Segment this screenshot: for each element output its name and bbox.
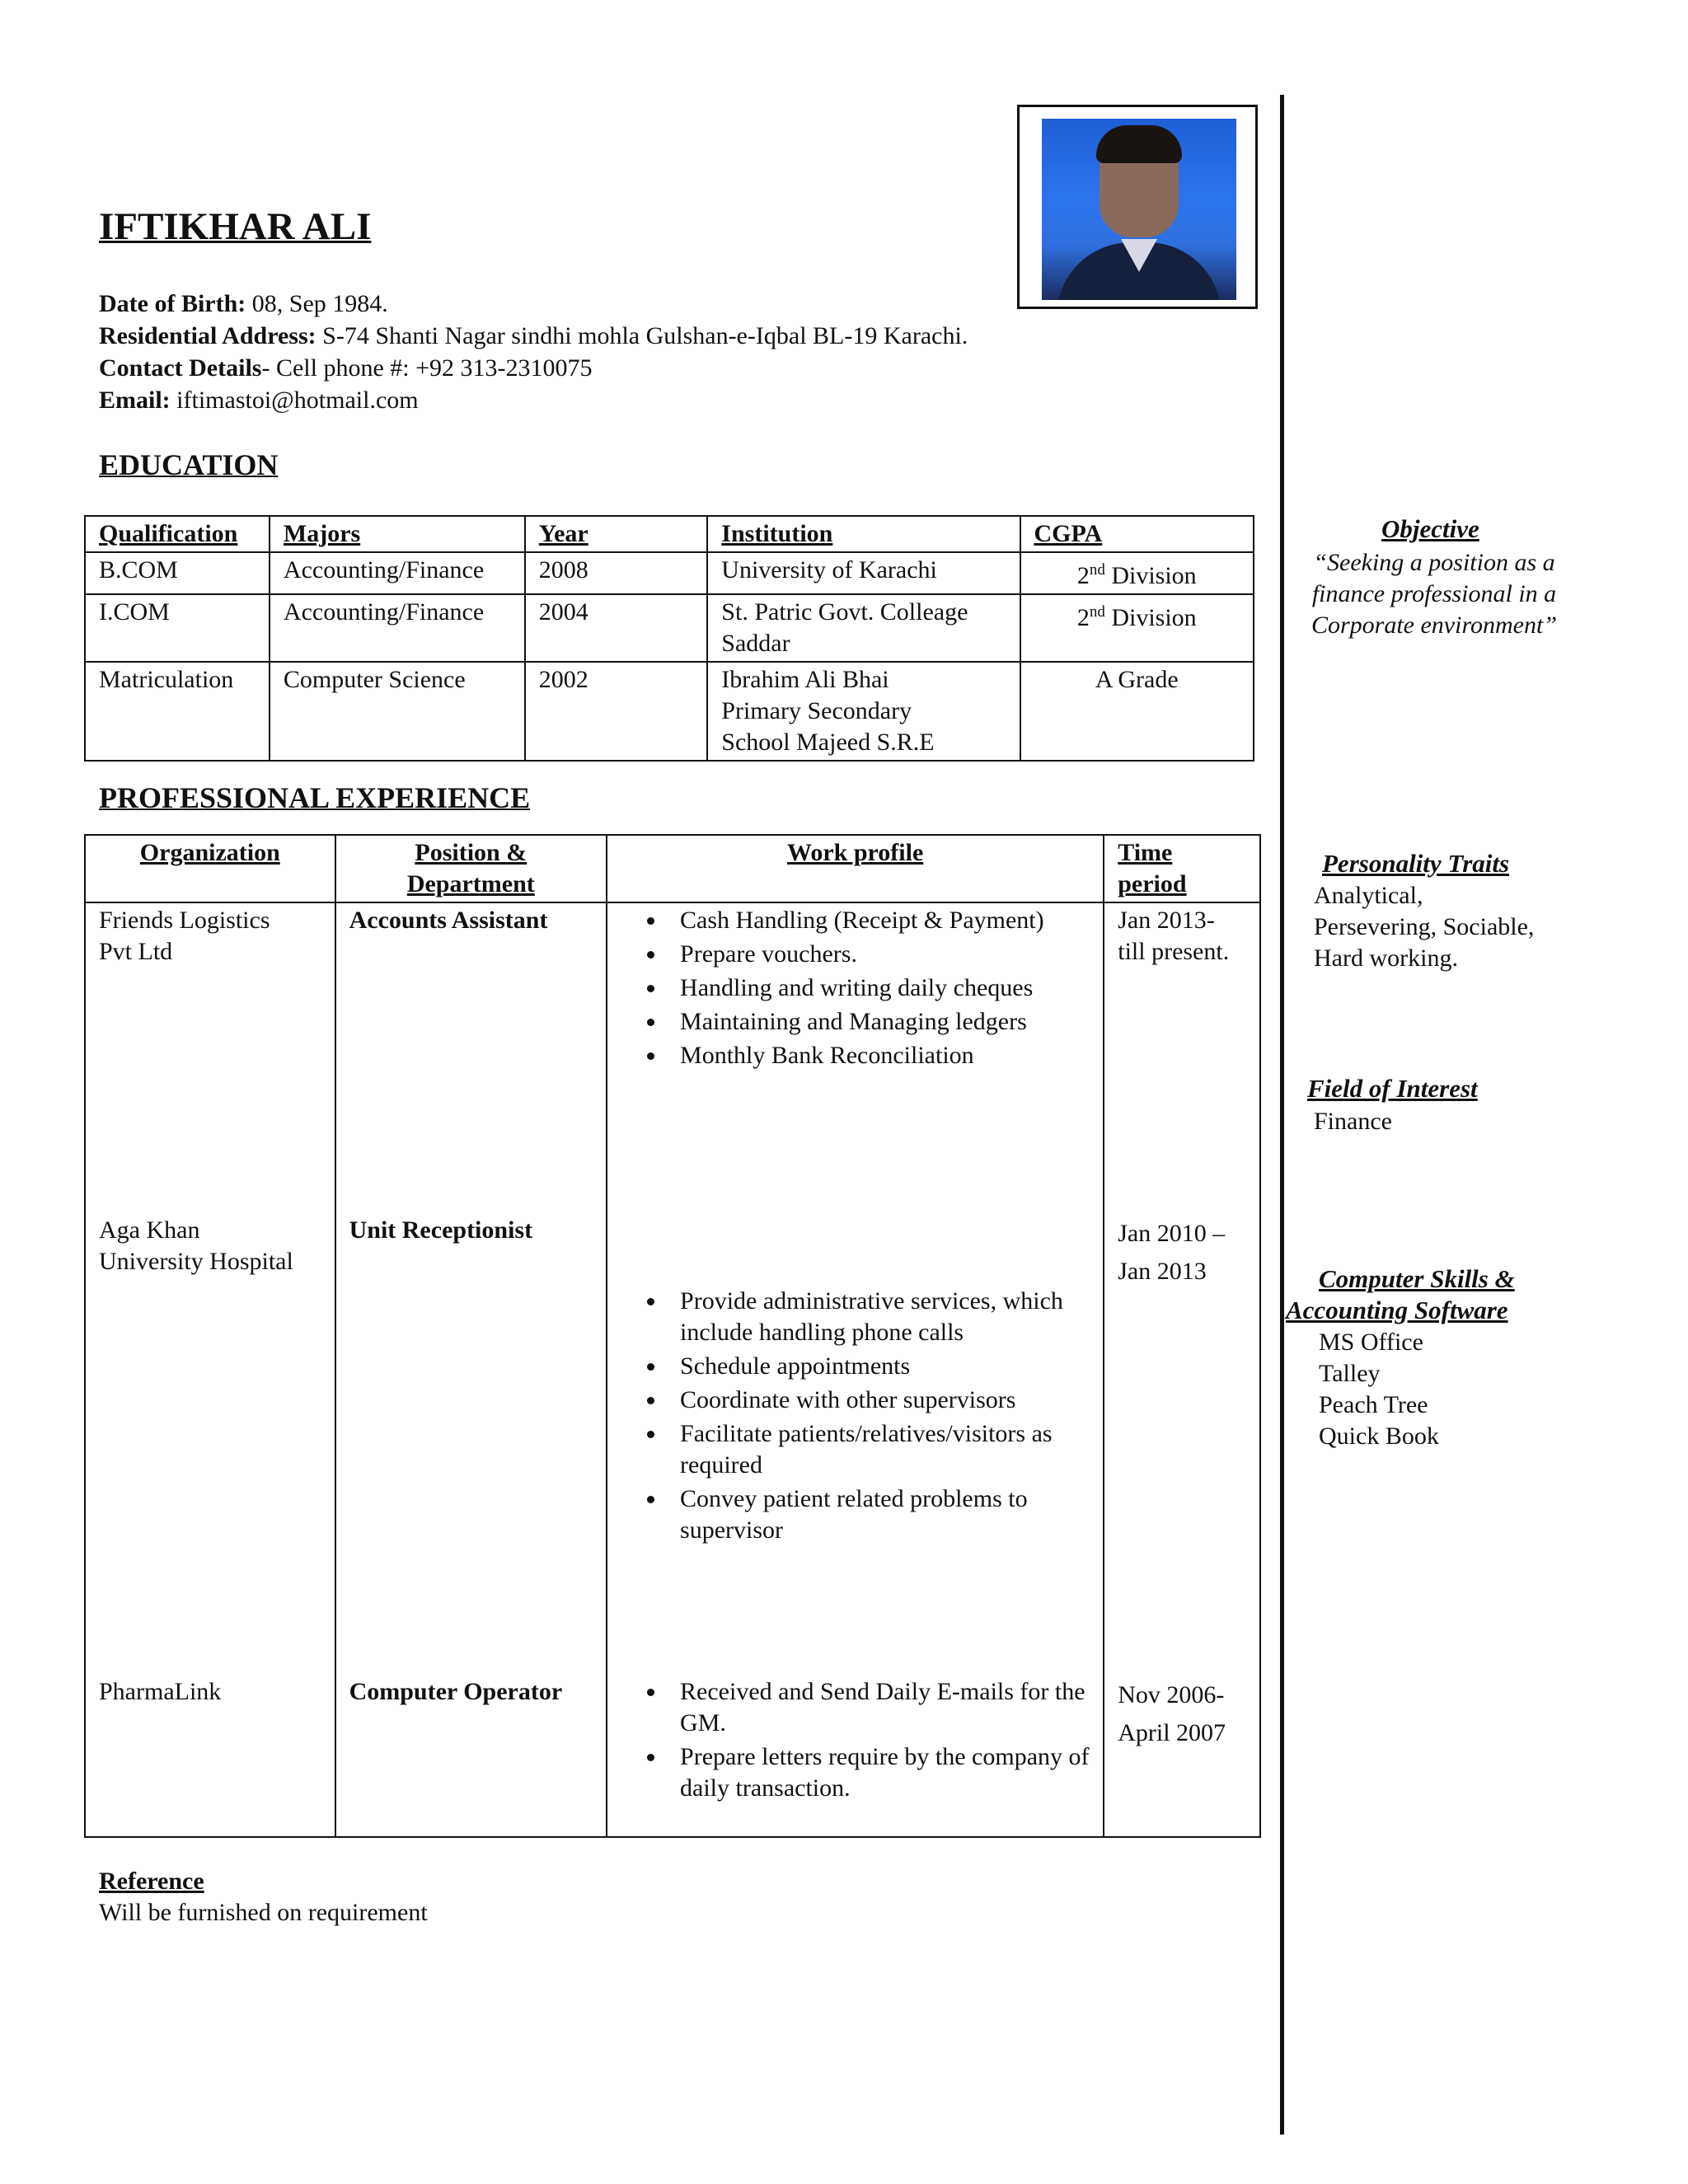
position-cell: Unit Receptionist	[335, 1213, 607, 1675]
position-header: Position & Department	[335, 835, 607, 902]
work-profile-cell	[607, 1675, 1104, 1837]
email-value: iftimastoi@hotmail.com	[170, 387, 419, 414]
education-header-cell: Qualification	[85, 516, 270, 552]
duties-list	[621, 1676, 1090, 1804]
experience-table	[84, 834, 1261, 1838]
education-table	[84, 515, 1254, 762]
address-label: Residential Address:	[99, 322, 316, 349]
majors-cell: Computer Science	[270, 662, 525, 761]
computer-skills-list	[1319, 1327, 1439, 1452]
address-line	[99, 322, 968, 350]
institution-cell: St. Patric Govt. Colleage Saddar	[707, 594, 1020, 662]
list-item: Talley	[1319, 1360, 1381, 1387]
majors-cell: Accounting/Finance	[270, 552, 525, 594]
year-cell: 2002	[525, 662, 708, 761]
list-item: • Coordinate with other supervisors	[667, 1385, 1090, 1416]
contact-line	[99, 354, 593, 382]
table-row	[85, 1675, 1260, 1837]
list-item: • Prepare letters require by the company of daily transaction.	[667, 1741, 1090, 1804]
time-period-cell: Jan 2013- till present.	[1104, 902, 1260, 1213]
list-item: Quick Book	[1319, 1422, 1439, 1450]
contact-value: - Cell phone #: +92 313-2310075	[261, 354, 593, 382]
duties-list	[621, 905, 1090, 1071]
education-header-cell: Year	[525, 516, 708, 552]
table-row	[85, 662, 1254, 761]
table-row	[85, 552, 1254, 594]
time-period-cell: Nov 2006- April 2007	[1104, 1675, 1260, 1837]
cgpa-cell: A Grade	[1020, 662, 1254, 761]
table-row	[85, 594, 1254, 662]
list-item: • Maintaining and Managing ledgers	[667, 1006, 1090, 1038]
time-period-cell: Jan 2010 – Jan 2013	[1104, 1213, 1260, 1675]
contact-label: Contact Details	[99, 354, 262, 382]
reference-title: Reference	[99, 1868, 204, 1895]
list-item: • Prepare vouchers.	[667, 939, 1090, 970]
profile-photo	[1042, 119, 1236, 300]
dob-line	[99, 290, 388, 318]
dob-value: 08, Sep 1984.	[246, 290, 388, 317]
table-row	[85, 1213, 1260, 1675]
list-item: • Monthly Bank Reconciliation	[667, 1040, 1090, 1071]
candidate-name: IFTIKHAR ALI	[99, 205, 372, 248]
organization-cell: Friends Logistics Pvt Ltd	[85, 902, 335, 1213]
duties-list	[621, 1286, 1090, 1546]
qualification-cell: I.COM	[85, 594, 270, 662]
computer-skills-title: Computer Skills &	[1319, 1264, 1515, 1293]
personality-traits-title: Personality Traits	[1322, 849, 1510, 878]
organization-cell: Aga Khan University Hospital	[85, 1213, 335, 1675]
education-header-cell: Majors	[270, 516, 525, 552]
dob-label: Date of Birth:	[99, 290, 246, 317]
work-profile-header: Work profile	[607, 835, 1104, 902]
table-row	[85, 902, 1260, 1213]
reference-text: Will be furnished on requirement	[99, 1899, 428, 1926]
organization-header: Organization	[85, 835, 335, 902]
institution-cell: Ibrahim Ali Bhai Primary Secondary School Majeed S.R.E	[707, 662, 1020, 761]
address-value: S-74 Shanti Nagar sindhi mohla Gulshan-e-Iqbal BL-19 Karachi.	[316, 322, 968, 349]
institution-cell: University of Karachi	[707, 552, 1020, 594]
list-item: MS Office	[1319, 1329, 1423, 1356]
objective-title: Objective	[1381, 514, 1479, 543]
field-of-interest-title: Field of Interest	[1307, 1074, 1478, 1103]
time-period-header: Time period	[1104, 835, 1260, 902]
list-item: • Provide administrative services, which include handling phone calls	[667, 1286, 1090, 1348]
email-line	[99, 387, 419, 415]
list-item: Peach Tree	[1319, 1391, 1428, 1418]
list-item: • Facilitate patients/relatives/visitors as required	[667, 1418, 1090, 1481]
cgpa-cell: 2nd Division	[1020, 552, 1254, 594]
education-title: EDUCATION	[99, 448, 279, 481]
education-header-cell: Institution	[707, 516, 1020, 552]
work-profile-cell	[607, 1213, 1104, 1675]
list-item: • Convey patient related problems to supervisor	[667, 1483, 1090, 1546]
year-cell: 2004	[525, 594, 708, 662]
email-label: Email:	[99, 387, 171, 414]
work-profile-cell	[607, 902, 1104, 1213]
experience-title: PROFESSIONAL EXPERIENCE	[99, 781, 531, 814]
majors-cell: Accounting/Finance	[270, 594, 525, 662]
computer-skills-title-line2: Accounting Software	[1286, 1296, 1508, 1324]
year-cell: 2008	[525, 552, 708, 594]
cgpa-cell: 2nd Division	[1020, 594, 1254, 662]
sidebar-divider	[1280, 95, 1284, 2135]
education-header-row	[85, 516, 1254, 552]
list-item: • Schedule appointments	[667, 1351, 1090, 1382]
field-of-interest-text: Finance	[1314, 1108, 1392, 1135]
profile-photo-frame	[1017, 105, 1258, 309]
organization-cell: PharmaLink	[85, 1675, 335, 1837]
list-item: • Cash Handling (Receipt & Payment)	[667, 905, 1090, 936]
experience-header-row	[85, 835, 1260, 902]
education-header-cell: CGPA	[1020, 516, 1254, 552]
qualification-cell: Matriculation	[85, 662, 270, 761]
qualification-cell: B.COM	[85, 552, 270, 594]
position-cell: Computer Operator	[335, 1675, 607, 1837]
list-item: • Received and Send Daily E-mails for the GM.	[667, 1676, 1090, 1739]
position-cell: Accounts Assistant	[335, 902, 607, 1213]
objective-text: “Seeking a position as a finance professional in a Corporate environment”	[1311, 549, 1558, 639]
personality-traits-text: Analytical, Persevering, Sociable, Hard working.	[1314, 882, 1535, 972]
list-item: • Handling and writing daily cheques	[667, 972, 1090, 1004]
